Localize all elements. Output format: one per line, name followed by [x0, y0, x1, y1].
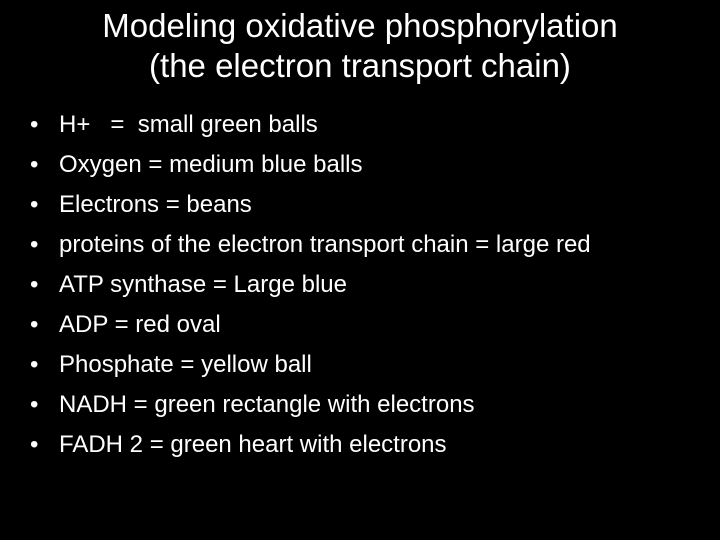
bullet-dot: • — [30, 271, 39, 298]
bullet-dot: • — [30, 111, 39, 138]
bullet-text: ADP = red oval — [59, 311, 221, 338]
bullet-text: ATP synthase = Large blue — [59, 271, 347, 298]
bullet-list — [0, 106, 720, 466]
bullet-item-oxygen — [0, 146, 720, 183]
bullet-text: proteins of the electron transport chain = large red — [59, 231, 591, 258]
bullet-text: NADH = green rectangle with electrons — [59, 391, 475, 418]
slide-title-line-2: (the electron transport chain) — [149, 47, 571, 84]
bullet-item-nadh — [0, 386, 720, 423]
bullet-item-fadh2 — [0, 426, 720, 463]
bullet-text: Phosphate = yellow ball — [59, 351, 312, 378]
bullet-text: Electrons = beans — [59, 191, 252, 218]
bullet-dot: • — [30, 191, 39, 218]
bullet-text: H+ = small green balls — [59, 111, 318, 138]
bullet-item-h-plus — [0, 106, 720, 143]
bullet-item-etc-proteins — [0, 226, 720, 263]
bullet-text: Oxygen = medium blue balls — [59, 151, 363, 178]
bullet-dot: • — [30, 391, 39, 418]
slide-title — [0, 6, 720, 86]
bullet-dot: • — [30, 311, 39, 338]
bullet-dot: • — [30, 431, 39, 458]
bullet-dot: • — [30, 151, 39, 178]
bullet-item-adp — [0, 306, 720, 343]
bullet-item-electrons — [0, 186, 720, 223]
slide-title-line-1: Modeling oxidative phosphorylation — [102, 7, 618, 44]
bullet-dot: • — [30, 351, 39, 378]
bullet-item-phosphate — [0, 346, 720, 383]
bullet-dot: • — [30, 231, 39, 258]
bullet-item-atp-synthase — [0, 266, 720, 303]
bullet-text: FADH 2 = green heart with electrons — [59, 431, 447, 458]
